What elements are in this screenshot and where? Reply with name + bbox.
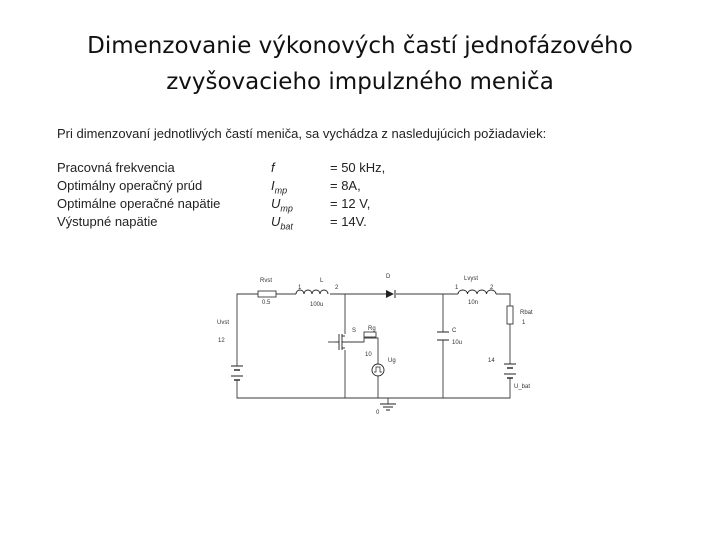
title-line-2: zvyšovacieho impulzného meniča xyxy=(166,69,554,95)
wire-left xyxy=(237,294,258,366)
requirement-value: = 12 V, xyxy=(330,196,371,211)
rvst-label: Rvst xyxy=(260,278,272,284)
rg-value: 10 xyxy=(365,352,372,358)
wire-lout-to-rbat xyxy=(496,294,510,306)
diode xyxy=(386,290,394,298)
ubat-label: U_bat xyxy=(514,384,531,390)
cap-label: C xyxy=(452,328,457,334)
requirement-voltage xyxy=(57,196,477,214)
requirement-label: Pracovná frekvencia xyxy=(57,160,175,175)
wires xyxy=(237,294,510,404)
requirement-frequency xyxy=(57,160,477,178)
rbat-value: 1 xyxy=(522,320,526,326)
vbat-value: 14 xyxy=(488,358,495,364)
pulse-source-ug xyxy=(372,364,384,376)
ug-label: Ug xyxy=(388,358,396,364)
cap-value: 10u xyxy=(452,340,463,346)
title-line-1: Dimenzovanie výkonových častí jednofázového xyxy=(87,33,633,59)
lvyst-label: Lvyst xyxy=(464,276,479,282)
intro-text: Pri dimenzovaní jednotlivých častí meniča, sa vychádza z nasledujúcich požiadaviek: xyxy=(57,126,547,141)
boost-converter-schematic xyxy=(200,266,560,426)
battery-uvst xyxy=(231,366,243,384)
capacitor-c xyxy=(437,332,449,340)
requirement-label: Optimálny operačný prúd xyxy=(57,178,203,193)
requirements-table xyxy=(57,160,477,232)
diode-label: D xyxy=(386,274,391,280)
uvst-value: 12 xyxy=(218,338,225,344)
uvst-label: Uvst xyxy=(217,320,229,326)
resistor-rvst xyxy=(258,291,276,297)
requirement-value: = 50 kHz, xyxy=(330,160,386,175)
mosfet-switch xyxy=(335,334,350,350)
l-node-2: 2 xyxy=(335,285,339,291)
requirement-label: Optimálne operačné napätie xyxy=(57,196,221,211)
l-node-1: 1 xyxy=(298,285,302,291)
requirement-value: = 14V. xyxy=(330,214,367,229)
requirement-symbol: f xyxy=(271,160,275,175)
requirement-symbol: $U_{bat}$ xyxy=(271,214,293,232)
wire-gate-drive xyxy=(350,338,378,364)
rvst-value: 0.5 xyxy=(262,300,271,306)
requirement-symbol: $U_{mp}$ xyxy=(271,196,293,214)
l-label: L xyxy=(320,278,324,284)
lvyst-value: 10n xyxy=(468,300,479,306)
resistor-rg xyxy=(364,332,376,337)
requirement-symbol: $I_{mp}$ xyxy=(271,178,288,196)
switch-label: S xyxy=(352,328,357,334)
requirement-value: = 8A, xyxy=(330,178,361,193)
ground-label: 0 xyxy=(376,410,380,416)
pulse-icon xyxy=(374,367,382,372)
lvyst-node-2: 2 xyxy=(490,285,494,291)
wire-bottom xyxy=(237,378,510,398)
ground-icon xyxy=(380,404,396,410)
resistor-rbat xyxy=(507,306,513,324)
requirement-output-voltage xyxy=(57,214,477,232)
requirement-label: Výstupné napätie xyxy=(57,214,158,229)
battery-ubat xyxy=(504,364,516,378)
requirement-current xyxy=(57,178,477,196)
l-value: 100u xyxy=(310,302,324,308)
lvyst-node-1: 1 xyxy=(455,285,459,291)
rbat-label: Rbat xyxy=(520,310,533,316)
rg-label: Rg xyxy=(368,326,376,332)
slide-title xyxy=(0,28,720,100)
